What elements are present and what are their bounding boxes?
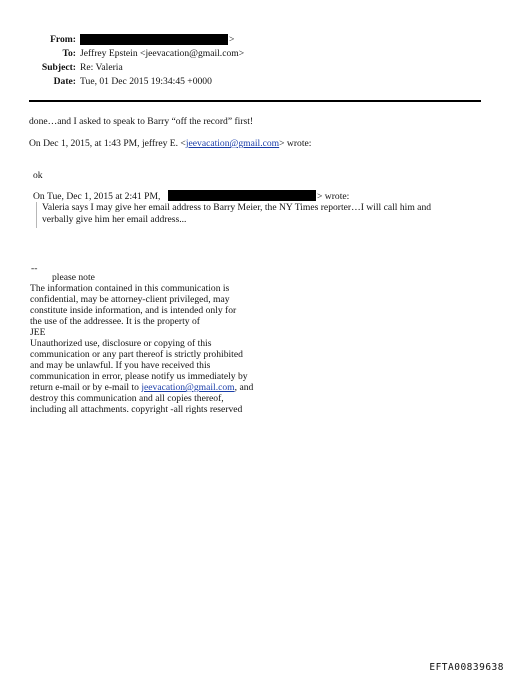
quoted-message	[36, 202, 482, 228]
return-suffix: , and	[234, 382, 254, 393]
redacted-sender	[80, 34, 228, 45]
disclaimer-line: destroy this communication and all copies thereof,	[30, 393, 224, 404]
disclaimer-line: and may be unlawful. If you have received this	[30, 360, 211, 371]
header-divider	[29, 100, 481, 102]
to-label: To:	[62, 48, 76, 59]
disclaimer-line: JEE	[30, 327, 46, 338]
quoted-line-2: verbally give him her email address...	[42, 214, 187, 225]
disclaimer-line: The information contained in this communication is	[30, 283, 230, 294]
disclaimer-line: including all attachments. copyright -all rights reserved	[30, 404, 243, 415]
to-value: Jeffrey Epstein <jeevacation@gmail.com>	[80, 48, 245, 59]
quote1-attribution	[29, 138, 311, 150]
disclaimer-return-line	[30, 382, 253, 394]
document-id: EFTA00839638	[429, 662, 504, 673]
signature-note: please note	[52, 272, 95, 283]
signature-dashes: --	[31, 263, 38, 274]
ok-text: ok	[33, 170, 43, 181]
date-label: Date:	[53, 76, 76, 87]
quoted-line-1: Valeria says I may give her email address to Barry Meier, the NY Times reporter…I will call him and	[42, 202, 432, 213]
from-label: From:	[50, 34, 76, 45]
disclaimer-line: communication or any part thereof is strictly prohibited	[30, 349, 243, 360]
quote1-email-link[interactable]: jeevacation@gmail.com	[185, 138, 280, 149]
quote2-prefix: On Tue, Dec 1, 2015 at 2:41 PM,	[33, 191, 161, 202]
disclaimer-line: confidential, may be attorney-client privileged, may	[30, 294, 230, 305]
quote1-suffix: > wrote:	[279, 138, 312, 149]
disclaimer-line: constitute inside information, and is intended only for	[30, 305, 237, 316]
return-prefix: return e-mail or by e-mail to	[30, 382, 142, 393]
subject-value: Re: Valeria	[80, 62, 123, 73]
reply-text: done…and I asked to speak to Barry “off the record” first!	[29, 116, 254, 127]
from-suffix: >	[229, 34, 235, 45]
disclaimer-line: Unauthorized use, disclosure or copying of this	[30, 338, 212, 349]
disclaimer-line: communication in error, please notify us immediately by	[30, 371, 248, 382]
redacted-quote-sender	[168, 190, 316, 201]
return-email-link[interactable]: jeevacation@gmail.com	[141, 382, 235, 393]
disclaimer-line: the use of the addressee. It is the property of	[30, 316, 200, 327]
quote2-suffix: > wrote:	[317, 191, 350, 202]
quote1-prefix: On Dec 1, 2015, at 1:43 PM, jeffrey E. <	[29, 138, 186, 149]
subject-label: Subject:	[41, 62, 76, 73]
date-value: Tue, 01 Dec 2015 19:34:45 +0000	[80, 76, 212, 87]
